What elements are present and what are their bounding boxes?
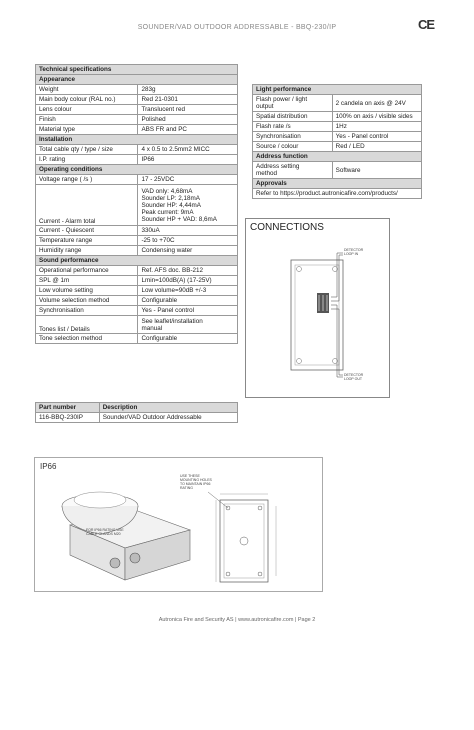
humidity-value: Condensing water	[138, 246, 238, 256]
detector-in-line2: LOOP IN	[344, 252, 359, 256]
tones-label: Tones list / Details	[36, 316, 138, 334]
section-sound: Sound performance	[36, 256, 238, 266]
section-approvals: Approvals	[253, 179, 422, 189]
gland-note-line1: FOR IP66 RATING USE	[86, 528, 124, 532]
technical-specifications-table	[35, 64, 238, 344]
section-address: Address function	[253, 152, 422, 162]
voltage-label: Voltage range ( /s )	[36, 175, 138, 185]
volume-selection-label: Volume selection method	[36, 296, 138, 306]
source-value: Red / LED	[332, 142, 421, 152]
spatial-value: 100% on axis / visible sides	[332, 112, 421, 122]
gland-note	[86, 528, 124, 536]
address-method-label	[253, 162, 333, 179]
quiescent-value: 330uA	[138, 226, 238, 236]
temperature-label: Temperature range	[36, 236, 138, 246]
weight-value: 283g	[138, 85, 238, 95]
flash-rate-label: Flash rate /s	[253, 122, 333, 132]
mounting-holes-note	[180, 474, 212, 490]
mounting-holes-line4: RATING	[180, 486, 193, 490]
detector-loop-in-label	[344, 248, 363, 256]
spatial-label: Spatial distribution	[253, 112, 333, 122]
quiescent-label: Current - Quiescent	[36, 226, 138, 236]
cable-value: 4 x 0.5 to 2.5mm2 MICC	[138, 145, 238, 155]
cable-label: Total cable qty / type / size	[36, 145, 138, 155]
description-value: Sounder/VAD Outdoor Addressable	[99, 413, 237, 423]
finish-value: Polished	[138, 115, 238, 125]
approvals-reference: Refer to https://product.autronicafire.com/products/	[253, 189, 422, 199]
document-header: SOUNDER/VAD OUTDOOR ADDRESSABLE - BBQ-230/IP	[137, 24, 337, 31]
connections-diagram	[245, 235, 388, 395]
description-header: Description	[99, 403, 237, 413]
volume-selection-value: Configurable	[138, 296, 238, 306]
flash-power-label	[253, 95, 333, 112]
ip66-drawing	[40, 470, 310, 588]
source-label: Source / colour	[253, 142, 333, 152]
sounder-front-view	[208, 492, 276, 582]
mounting-holes-line2: MOUNTING HOLES	[180, 478, 212, 482]
spl-value: Lmin=100dB(A) (17-25V)	[138, 276, 238, 286]
material-label: Material type	[36, 125, 138, 135]
humidity-label: Humidity range	[36, 246, 138, 256]
body-colour-value: Red 21-0301	[138, 95, 238, 105]
address-method-label-line2: method	[256, 170, 278, 177]
flash-power-value: 2 candela on axis @ 24V	[332, 95, 421, 112]
low-volume-value: Low volume=90dB +/-3	[138, 286, 238, 296]
op-performance-value: Ref. AFS doc. BB-212	[138, 266, 238, 276]
flash-rate-value: 1Hz	[332, 122, 421, 132]
light-sync-label: Synchronisation	[253, 132, 333, 142]
alarm-current-label: Current - Alarm total	[36, 185, 138, 226]
section-installation: Installation	[36, 135, 238, 145]
ip66-title: IP66	[40, 462, 57, 471]
light-performance-table	[252, 84, 422, 199]
ip-rating-label: I.P. rating	[36, 155, 138, 165]
lens-colour-value: Translucent red	[138, 105, 238, 115]
alarm-vad-only: VAD only: 4,68mA	[141, 187, 193, 195]
light-sync-value: Yes - Panel control	[332, 132, 421, 142]
specs-title: Technical specifications	[36, 65, 238, 75]
connections-title: CONNECTIONS	[250, 222, 324, 233]
section-appearance: Appearance	[36, 75, 238, 85]
tones-value-line1: See leaflet/installation	[141, 317, 203, 325]
detector-in-line1: DETECTOR	[344, 248, 364, 252]
mounting-holes-line1: USE THESE	[180, 474, 200, 478]
voltage-value: 17 - 25VDC	[138, 175, 238, 185]
detector-loop-out-label	[344, 373, 363, 381]
part-number-table	[35, 402, 238, 423]
alarm-current-value	[138, 185, 238, 226]
lens-colour-label: Lens colour	[36, 105, 138, 115]
detector-out-line2: LOOP OUT	[344, 377, 363, 381]
alarm-sounder-lp: Sounder LP: 2,18mA	[141, 194, 200, 202]
section-operating: Operating conditions	[36, 165, 238, 175]
address-method-label-line1: Address setting	[256, 163, 300, 170]
tones-value	[138, 316, 238, 334]
temperature-value: -25 to +70C	[138, 236, 238, 246]
tones-value-line2: manual	[141, 324, 163, 332]
alarm-peak: Peak current: 9mA	[141, 208, 194, 216]
part-number-header: Part number	[36, 403, 100, 413]
sound-sync-value: Yes - Panel control	[138, 306, 238, 316]
page-footer: Autronica Fire and Security AS | www.autronicafire.com | Page 2	[158, 617, 316, 623]
tone-selection-value: Configurable	[138, 334, 238, 344]
tone-selection-label: Tone selection method	[36, 334, 138, 344]
alarm-sounder-hp: Sounder HP: 4,44mA	[141, 201, 201, 209]
ce-mark: CE	[418, 17, 435, 32]
low-volume-label: Low volume setting	[36, 286, 138, 296]
gland-note-line2: CABLE GLANDS M20	[86, 532, 121, 536]
sounder-perspective-drawing	[62, 492, 190, 580]
mounting-holes-line3: TO MAINTAIN IP66	[180, 482, 211, 486]
op-performance-label: Operational performance	[36, 266, 138, 276]
flash-power-label-line1: Flash power / light	[256, 96, 308, 103]
finish-label: Finish	[36, 115, 138, 125]
part-number-value: 116-BBQ-230IP	[36, 413, 100, 423]
detector-out-line1: DETECTOR	[344, 373, 364, 377]
alarm-hp-vad: Sounder HP + VAD: 8,6mA	[141, 215, 217, 223]
weight-label: Weight	[36, 85, 138, 95]
section-light: Light performance	[253, 85, 422, 95]
spl-label: SPL @ 1m	[36, 276, 138, 286]
flash-power-label-line2: output	[256, 103, 274, 110]
material-value: ABS FR and PC	[138, 125, 238, 135]
body-colour-label: Main body colour (RAL no.)	[36, 95, 138, 105]
address-method-value: Software	[332, 162, 421, 179]
ip-rating-value: IP66	[138, 155, 238, 165]
sound-sync-label: Synchronisation	[36, 306, 138, 316]
